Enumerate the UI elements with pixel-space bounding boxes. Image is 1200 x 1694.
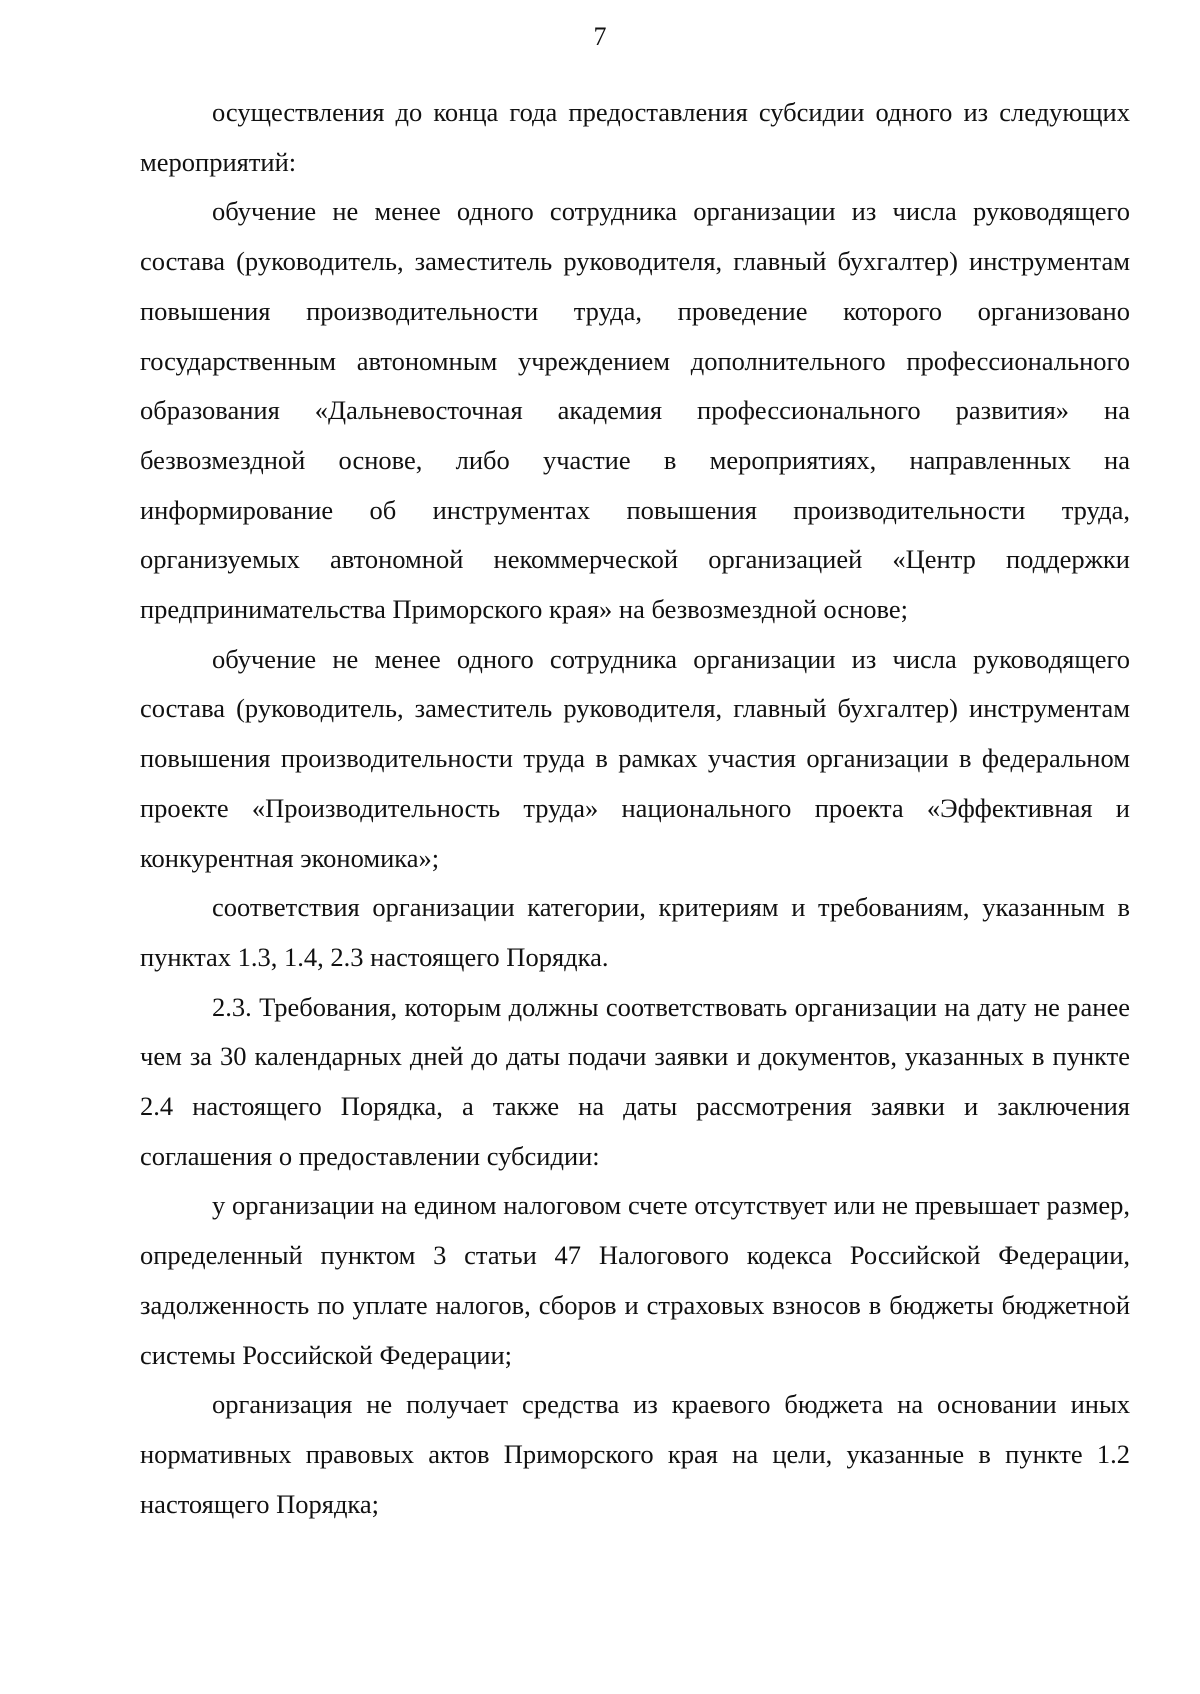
document-body xyxy=(140,88,1130,1529)
paragraph-training-option-2: обучение не менее одного сотрудника организации из числа руководящего состава (руководитель, заместитель руководителя, главный бухгалтер) инструментам повышения производительности труда в рамках участия организации в федеральном проекте «Производительность труда» национального проекта «Эффективная и конкурентная экономика»; xyxy=(140,643,1130,873)
paragraph-tax-debt: у организации на едином налоговом счете отсутствует или не превышает размер, определенный пунктом 3 статьи 47 Налогового кодекса Российской Федерации, задолженность по уплате налогов, сборов и страховых взносов в бюджеты бюджетной системы Российской Федерации; xyxy=(140,1190,1130,1370)
paragraph-training-option-1: обучение не менее одного сотрудника организации из числа руководящего состава (руководитель, заместитель руководителя, главный бухгалтер) инструментам повышения производительности труда, проведение которого организовано государственным автономным учреждением дополнительного профессионального образования «Дальневосточная академия профессионального развития» на безвозмездной основе, либо участие в мероприятиях, направленных на информирование об инструментах повышения производительности труда, организуемых автономной некоммерческой организацией «Центр поддержки предпринимательства Приморского края» на безвозмездной основе; xyxy=(140,196,1130,625)
paragraph-compliance: соответствия организации категории, критериям и требованиям, указанным в пунктах 1.3, 1.4, 2.3 настоящего Порядка. xyxy=(140,892,1130,972)
page-number: 7 xyxy=(593,22,607,51)
paragraph-section-2-3: 2.3. Требования, которым должны соответствовать организации на дату не ранее чем за 30 календарных дней до даты подачи заявки и документов, указанных в пункте 2.4 настоящего Порядка, а также на даты рассмотрения заявки и заключения соглашения о предоставлении субсидии: xyxy=(140,991,1130,1171)
paragraph-no-other-funds: организация не получает средства из краевого бюджета на основании иных нормативных правовых актов Приморского края на цели, указанные в пункте 1.2 настоящего Порядка; xyxy=(140,1389,1130,1519)
paragraph-continuation: осуществления до конца года предоставления субсидии одного из следующих мероприятий: xyxy=(140,97,1130,177)
